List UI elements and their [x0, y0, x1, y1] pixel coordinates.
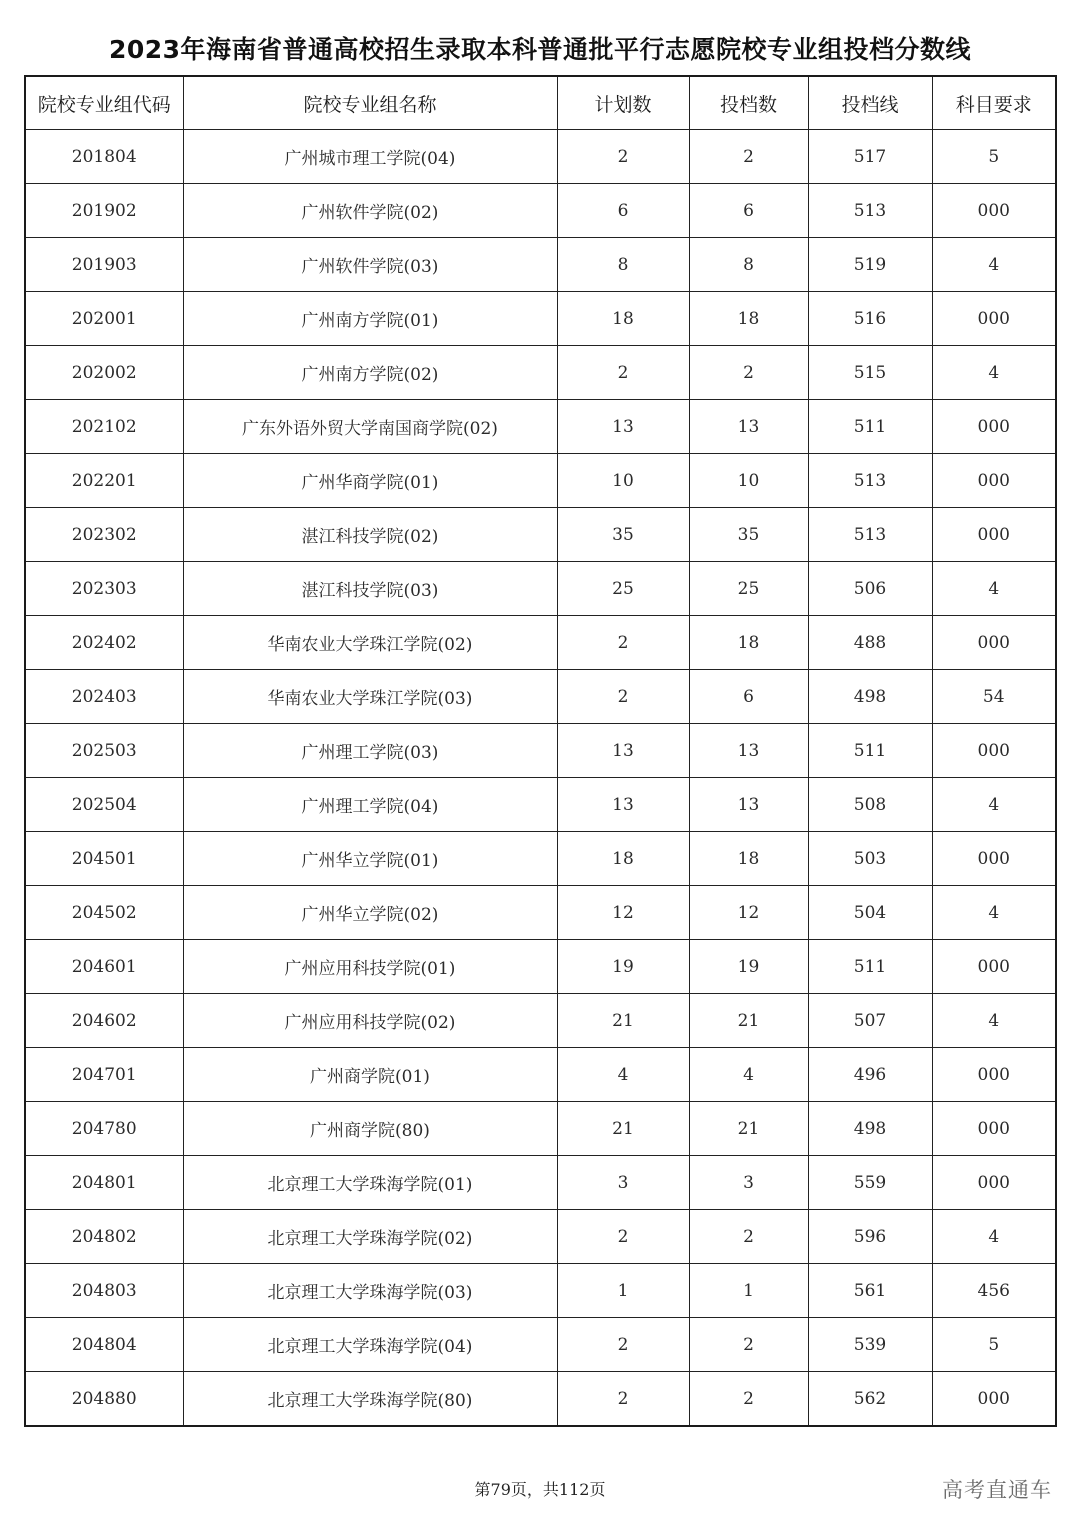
cell-group-code: 204602	[25, 994, 183, 1048]
cell-score-line: 511	[808, 400, 932, 454]
table-row	[25, 508, 1056, 562]
page-title: 2023年海南省普通高校招生录取本科普通批平行志愿院校专业组投档分数线	[108, 35, 972, 64]
table-row	[25, 616, 1056, 670]
cell-group-code: 204601	[25, 940, 183, 994]
cell-score-line: 488	[808, 616, 932, 670]
cell-plan-count: 18	[557, 292, 689, 346]
cell-group-name: 华南农业大学珠江学院(02)	[183, 616, 557, 670]
cell-admit-count: 18	[689, 616, 808, 670]
cell-admit-count: 13	[689, 724, 808, 778]
cell-admit-count: 21	[689, 994, 808, 1048]
table-row	[25, 238, 1056, 292]
cell-plan-count: 35	[557, 508, 689, 562]
cell-plan-count: 2	[557, 1210, 689, 1264]
cell-admit-count: 12	[689, 886, 808, 940]
cell-subject-requirement: 4	[932, 238, 1056, 292]
cell-group-code: 204802	[25, 1210, 183, 1264]
cell-score-line: 513	[808, 454, 932, 508]
cell-plan-count: 12	[557, 886, 689, 940]
cell-admit-count: 2	[689, 1210, 808, 1264]
cell-admit-count: 18	[689, 292, 808, 346]
header-group-code: 院校专业组代码	[25, 76, 183, 130]
table-body	[25, 130, 1056, 1427]
cell-subject-requirement: 4	[932, 778, 1056, 832]
cell-group-name: 广州华立学院(01)	[183, 832, 557, 886]
cell-group-code: 202002	[25, 346, 183, 400]
cell-group-name: 广州软件学院(03)	[183, 238, 557, 292]
cell-score-line: 503	[808, 832, 932, 886]
cell-score-line: 519	[808, 238, 932, 292]
cell-admit-count: 6	[689, 670, 808, 724]
cell-group-code: 204502	[25, 886, 183, 940]
cell-admit-count: 10	[689, 454, 808, 508]
table-row	[25, 1048, 1056, 1102]
cell-group-code: 202303	[25, 562, 183, 616]
cell-admit-count: 21	[689, 1102, 808, 1156]
header-group-name: 院校专业组名称	[183, 76, 557, 130]
cell-score-line: 539	[808, 1318, 932, 1372]
header-plan-count: 计划数	[557, 76, 689, 130]
cell-group-code: 202402	[25, 616, 183, 670]
cell-subject-requirement: 000	[932, 832, 1056, 886]
cell-admit-count: 6	[689, 184, 808, 238]
cell-plan-count: 2	[557, 1372, 689, 1427]
cell-subject-requirement: 4	[932, 346, 1056, 400]
cell-plan-count: 13	[557, 778, 689, 832]
cell-group-name: 广州南方学院(02)	[183, 346, 557, 400]
cell-score-line: 513	[808, 508, 932, 562]
cell-plan-count: 2	[557, 616, 689, 670]
cell-score-line: 498	[808, 1102, 932, 1156]
table-row	[25, 1264, 1056, 1318]
table-row	[25, 940, 1056, 994]
cell-plan-count: 18	[557, 832, 689, 886]
cell-subject-requirement: 000	[932, 508, 1056, 562]
cell-admit-count: 25	[689, 562, 808, 616]
watermark-text: 高考直通车	[942, 1478, 1052, 1502]
header-admit-count: 投档数	[689, 76, 808, 130]
cell-group-name: 北京理工大学珠海学院(02)	[183, 1210, 557, 1264]
cell-subject-requirement: 000	[932, 1048, 1056, 1102]
cell-subject-requirement: 000	[932, 616, 1056, 670]
cell-admit-count: 8	[689, 238, 808, 292]
cell-subject-requirement: 000	[932, 1156, 1056, 1210]
table-row	[25, 886, 1056, 940]
cell-admit-count: 1	[689, 1264, 808, 1318]
cell-subject-requirement: 000	[932, 454, 1056, 508]
cell-subject-requirement: 5	[932, 1318, 1056, 1372]
cell-group-code: 202001	[25, 292, 183, 346]
cell-group-name: 北京理工大学珠海学院(04)	[183, 1318, 557, 1372]
cell-score-line: 506	[808, 562, 932, 616]
cell-plan-count: 6	[557, 184, 689, 238]
cell-group-code: 204701	[25, 1048, 183, 1102]
cell-score-line: 559	[808, 1156, 932, 1210]
cell-subject-requirement: 000	[932, 1372, 1056, 1427]
score-table	[24, 75, 1057, 1427]
table-row	[25, 400, 1056, 454]
table-row	[25, 1372, 1056, 1427]
cell-plan-count: 4	[557, 1048, 689, 1102]
cell-group-name: 北京理工大学珠海学院(80)	[183, 1372, 557, 1427]
cell-admit-count: 3	[689, 1156, 808, 1210]
table-header-row	[25, 76, 1056, 130]
table-row	[25, 1318, 1056, 1372]
cell-group-name: 北京理工大学珠海学院(03)	[183, 1264, 557, 1318]
cell-group-name: 广州理工学院(03)	[183, 724, 557, 778]
cell-score-line: 561	[808, 1264, 932, 1318]
cell-score-line: 515	[808, 346, 932, 400]
cell-plan-count: 19	[557, 940, 689, 994]
cell-subject-requirement: 4	[932, 994, 1056, 1048]
cell-group-code: 202302	[25, 508, 183, 562]
cell-group-name: 广州商学院(01)	[183, 1048, 557, 1102]
cell-plan-count: 2	[557, 670, 689, 724]
cell-score-line: 496	[808, 1048, 932, 1102]
cell-subject-requirement: 4	[932, 1210, 1056, 1264]
cell-plan-count: 21	[557, 1102, 689, 1156]
cell-subject-requirement: 000	[932, 1102, 1056, 1156]
table-row	[25, 670, 1056, 724]
cell-plan-count: 21	[557, 994, 689, 1048]
table-row	[25, 562, 1056, 616]
table-row	[25, 994, 1056, 1048]
table-row	[25, 832, 1056, 886]
cell-subject-requirement: 4	[932, 562, 1056, 616]
cell-group-name: 广州理工学院(04)	[183, 778, 557, 832]
table-row	[25, 724, 1056, 778]
cell-admit-count: 2	[689, 130, 808, 184]
cell-group-name: 广州应用科技学院(01)	[183, 940, 557, 994]
cell-plan-count: 25	[557, 562, 689, 616]
cell-subject-requirement: 000	[932, 940, 1056, 994]
cell-plan-count: 13	[557, 400, 689, 454]
cell-group-name: 广州南方学院(01)	[183, 292, 557, 346]
cell-group-name: 湛江科技学院(03)	[183, 562, 557, 616]
cell-admit-count: 13	[689, 778, 808, 832]
table-row	[25, 778, 1056, 832]
table-row	[25, 1156, 1056, 1210]
cell-group-code: 204780	[25, 1102, 183, 1156]
cell-score-line: 511	[808, 724, 932, 778]
table-row	[25, 454, 1056, 508]
cell-plan-count: 2	[557, 1318, 689, 1372]
cell-score-line: 596	[808, 1210, 932, 1264]
cell-plan-count: 2	[557, 130, 689, 184]
cell-admit-count: 35	[689, 508, 808, 562]
cell-subject-requirement: 5	[932, 130, 1056, 184]
cell-group-name: 广州城市理工学院(04)	[183, 130, 557, 184]
cell-score-line: 511	[808, 940, 932, 994]
cell-plan-count: 2	[557, 346, 689, 400]
cell-group-code: 202102	[25, 400, 183, 454]
cell-plan-count: 3	[557, 1156, 689, 1210]
cell-subject-requirement: 54	[932, 670, 1056, 724]
cell-group-code: 202403	[25, 670, 183, 724]
cell-plan-count: 13	[557, 724, 689, 778]
table-row	[25, 346, 1056, 400]
cell-group-code: 202504	[25, 778, 183, 832]
cell-group-code: 202503	[25, 724, 183, 778]
cell-group-code: 204801	[25, 1156, 183, 1210]
cell-admit-count: 18	[689, 832, 808, 886]
cell-group-code: 204804	[25, 1318, 183, 1372]
table-row	[25, 130, 1056, 184]
cell-plan-count: 10	[557, 454, 689, 508]
cell-score-line: 498	[808, 670, 932, 724]
cell-score-line: 516	[808, 292, 932, 346]
cell-subject-requirement: 000	[932, 184, 1056, 238]
cell-group-name: 华南农业大学珠江学院(03)	[183, 670, 557, 724]
cell-score-line: 508	[808, 778, 932, 832]
header-subject-requirement: 科目要求	[932, 76, 1056, 130]
cell-group-name: 广州商学院(80)	[183, 1102, 557, 1156]
cell-group-name: 广州应用科技学院(02)	[183, 994, 557, 1048]
table-row	[25, 292, 1056, 346]
cell-group-name: 广州华立学院(02)	[183, 886, 557, 940]
cell-admit-count: 2	[689, 346, 808, 400]
cell-group-code: 204803	[25, 1264, 183, 1318]
cell-group-name: 广州华商学院(01)	[183, 454, 557, 508]
cell-score-line: 562	[808, 1372, 932, 1427]
cell-subject-requirement: 456	[932, 1264, 1056, 1318]
cell-subject-requirement: 4	[932, 886, 1056, 940]
cell-admit-count: 19	[689, 940, 808, 994]
cell-subject-requirement: 000	[932, 292, 1056, 346]
cell-plan-count: 1	[557, 1264, 689, 1318]
cell-admit-count: 13	[689, 400, 808, 454]
table-row	[25, 1210, 1056, 1264]
cell-admit-count: 2	[689, 1372, 808, 1427]
table-row	[25, 184, 1056, 238]
page-number: 第79页，共112页	[474, 1480, 606, 1499]
cell-subject-requirement: 000	[932, 724, 1056, 778]
cell-plan-count: 8	[557, 238, 689, 292]
cell-subject-requirement: 000	[932, 400, 1056, 454]
cell-group-code: 202201	[25, 454, 183, 508]
cell-admit-count: 2	[689, 1318, 808, 1372]
cell-score-line: 507	[808, 994, 932, 1048]
cell-score-line: 513	[808, 184, 932, 238]
table-row	[25, 1102, 1056, 1156]
cell-group-name: 广州软件学院(02)	[183, 184, 557, 238]
cell-group-code: 204880	[25, 1372, 183, 1427]
cell-score-line: 517	[808, 130, 932, 184]
cell-group-name: 湛江科技学院(02)	[183, 508, 557, 562]
cell-group-code: 201804	[25, 130, 183, 184]
cell-group-name: 北京理工大学珠海学院(01)	[183, 1156, 557, 1210]
header-score-line: 投档线	[808, 76, 932, 130]
cell-score-line: 504	[808, 886, 932, 940]
cell-group-code: 201903	[25, 238, 183, 292]
cell-group-code: 204501	[25, 832, 183, 886]
cell-admit-count: 4	[689, 1048, 808, 1102]
cell-group-code: 201902	[25, 184, 183, 238]
cell-group-name: 广东外语外贸大学南国商学院(02)	[183, 400, 557, 454]
